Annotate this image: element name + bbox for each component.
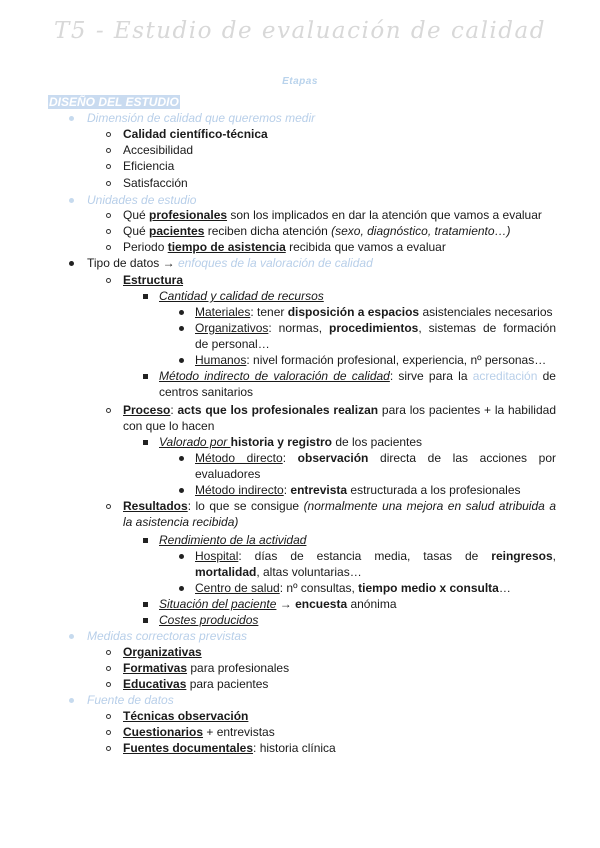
list-item: Periodo tiempo de asistencia recibida que vamos a evaluar — [123, 240, 446, 254]
bullet — [179, 326, 184, 331]
bullet — [143, 602, 148, 607]
heading-fuente: Fuente de datos — [87, 693, 174, 707]
list-item: Cuestionarios + entrevistas — [123, 725, 275, 739]
situacion-paciente: Situación del paciente → encuesta anónima — [159, 597, 397, 611]
bullet — [106, 650, 111, 655]
tipo-de-datos: Tipo de datos → enfoques de la valoración de calidad — [87, 256, 373, 270]
estructura-label: Estructura — [123, 273, 184, 287]
resultados: Resultados: lo que se consigue (normalmente una mejora en salud atribuida a — [123, 499, 556, 513]
bullet — [179, 358, 184, 363]
proceso: Proceso: acts que los profesionales realizan para los pacientes + la habilidad — [123, 403, 556, 417]
bullet — [106, 730, 111, 735]
metodo-indirecto-proceso: Método indirecto: entrevista estructurada a los profesionales — [195, 483, 521, 497]
bullet — [69, 698, 74, 703]
bullet — [143, 538, 148, 543]
list-item: Eficiencia — [123, 159, 175, 173]
bullet — [106, 714, 111, 719]
list-item: Técnicas observación — [123, 709, 249, 723]
proceso-cont: con que lo hacen — [123, 419, 215, 433]
bullet — [69, 261, 74, 266]
metodo-indirecto: Método indirecto de valoración de calidad: sirve para la acreditación de — [159, 369, 556, 383]
centro-salud: Centro de salud: nº consultas, tiempo medio x consulta… — [195, 581, 511, 595]
bullet — [179, 586, 184, 591]
bullet — [106, 181, 111, 186]
bullet — [143, 618, 148, 623]
page-title: T5 - Estudio de evaluación de calidad — [54, 18, 546, 44]
list-item: Formativas para profesionales — [123, 661, 290, 675]
bullet — [106, 245, 111, 250]
bullet — [69, 116, 74, 121]
subtitle-etapas: Etapas — [282, 76, 318, 87]
bullet — [106, 148, 111, 153]
bullet — [106, 164, 111, 169]
list-item: Organizativas — [123, 645, 202, 659]
metodo-indirecto-cont: centros sanitarios — [159, 385, 254, 399]
list-item: Qué profesionales son los implicados en dar la atención que vamos a evaluar — [123, 208, 542, 222]
list-item: Satisfacción — [123, 176, 188, 190]
humanos: Humanos: nivel formación profesional, experiencia, nº personas… — [195, 353, 547, 367]
bullet — [179, 456, 184, 461]
bullet — [143, 294, 148, 299]
resultados-cont: la asistencia recibida) — [123, 515, 239, 529]
bullet — [69, 198, 74, 203]
organizativos: Organizativos: normas, procedimientos, sistemas de formación — [195, 321, 556, 335]
link-enfoques[interactable]: enfoques de la valoración de calidad — [177, 256, 373, 270]
bullet — [106, 682, 111, 687]
bullet — [106, 229, 111, 234]
list-item: Qué pacientes reciben dicha atención (sexo, diagnóstico, tratamiento…) — [123, 224, 511, 238]
metodo-directo-cont: evaluadores — [195, 467, 261, 481]
hospital-cont: mortalidad, altas voluntarias… — [195, 565, 362, 579]
bullet — [106, 666, 111, 671]
bullet — [143, 440, 148, 445]
bullet — [179, 488, 184, 493]
list-item: Fuentes documentales: historia clínica — [123, 741, 336, 755]
bullet — [106, 278, 111, 283]
organizativos-cont: de personal… — [195, 337, 270, 351]
rendimiento: Rendimiento de la actividad — [159, 533, 307, 547]
heading-dimension: Dimensión de calidad que queremos medir — [87, 111, 316, 125]
materiales: Materiales: tener disposición a espacios asistenciales necesarios — [195, 305, 553, 319]
bullet — [106, 213, 111, 218]
bullet — [143, 374, 148, 379]
bullet — [179, 554, 184, 559]
hospital: Hospital: días de estancia media, tasas de reingresos, — [195, 549, 556, 563]
list-item: Calidad científico-técnica — [123, 127, 268, 141]
bullet — [106, 408, 111, 413]
link-acreditacion[interactable]: acreditación — [472, 369, 538, 383]
list-item: Educativas para pacientes — [123, 677, 269, 691]
section-heading: DISEÑO DEL ESTUDIO — [49, 95, 179, 109]
heading-medidas: Medidas correctoras previstas — [87, 629, 248, 643]
bullet — [106, 132, 111, 137]
valorado-por: Valorado por historia y registro de los pacientes — [159, 435, 423, 449]
list-item: Accesibilidad — [123, 143, 194, 157]
cantidad-calidad: Cantidad y calidad de recursos — [159, 289, 324, 303]
bullet — [69, 634, 74, 639]
metodo-directo: Método directo: observación directa de las acciones por — [195, 451, 556, 465]
bullet — [106, 504, 111, 509]
bullet — [179, 310, 184, 315]
bullet — [106, 746, 111, 751]
costes: Costes producidos — [159, 613, 259, 627]
heading-unidades: Unidades de estudio — [87, 193, 197, 207]
